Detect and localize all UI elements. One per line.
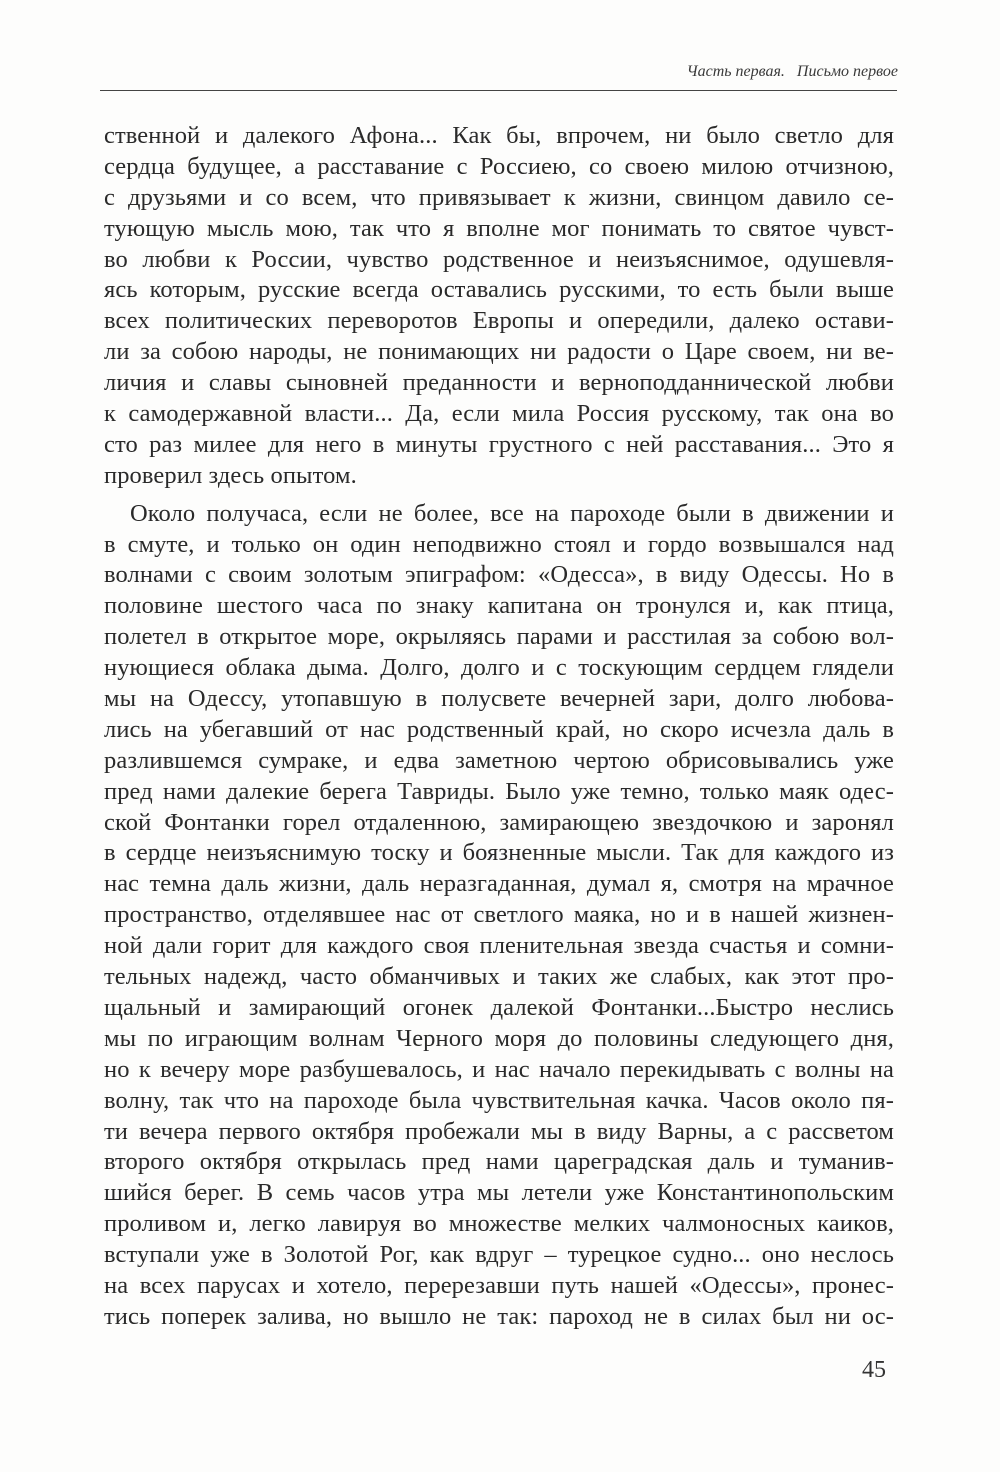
running-head-part: Часть первая.: [686, 63, 785, 80]
text-line: вступали уже в Золотой Рог, как вдруг – турецкое судно... оно неслось: [104, 1241, 894, 1269]
text-line: лись на убегавший от нас родственный край, но скоро исчезла даль в: [104, 715, 894, 743]
text-line: пространство, отделявшее нас от светлого маяка, но и в нашей жизнен-: [104, 901, 894, 929]
running-head-letter: Письмо первое: [796, 63, 898, 80]
body-text: [104, 121, 894, 1340]
text-line: нас темна даль жизни, даль неразгаданная, думал я, смотря на мрачное: [104, 870, 894, 898]
text-line: в сердце неизъяснимую тоску и боязненные мысли. Так для каждого из: [104, 839, 894, 867]
text-line: ли за собою народы, не понимающих ни радости о Царе своем, ни ве-: [104, 338, 894, 366]
text-line: волнами с своим золотым эпиграфом: «Одесса», в виду Одессы. Но в: [104, 561, 894, 589]
page-number: 45: [862, 1357, 886, 1383]
text-line: тись поперек залива, но вышло не так: пароход не в силах был ни ос-: [104, 1302, 894, 1330]
text-line: волну, так что на пароходе была чувствительная качка. Часов около пя-: [104, 1086, 894, 1114]
text-line: второго октября открылась пред нами цареградская даль и туманив-: [104, 1148, 894, 1176]
text-line: полетел в открытое море, окрыляясь парами и расстилая за собою вол-: [104, 623, 894, 651]
text-line: сто раз милее для него в минуты грустного с ней расставания... Это я: [104, 430, 894, 458]
text-line: в смуте, и только он один неподвижно стоял и гордо возвышался над: [104, 530, 894, 558]
running-head: [648, 63, 898, 81]
text-line: сердца будущее, а расставание с Россиею, со своею милою отчизною,: [104, 152, 894, 180]
text-line: пред нами далекие берега Тавриды. Было уже темно, только маяк одес-: [104, 777, 894, 805]
paragraph-2: [104, 499, 894, 1333]
text-line: мы по играющим волнам Черного моря до половины следующего дня,: [104, 1024, 894, 1052]
text-line: но к вечеру море разбушевалось, и нас начало перекидывать с волны на: [104, 1055, 894, 1083]
text-line: половине шестого часа по знаку капитана он тронулся и, как птица,: [104, 592, 894, 620]
text-line: во любви к России, чувство родственное и неизъяснимое, одушевля-: [104, 245, 894, 273]
text-line: тующую мысль мою, так что я вполне мог понимать то святое чувст-: [104, 214, 894, 242]
text-line: тельных надежд, часто обманчивых и таких же слабых, как этот про-: [104, 963, 894, 991]
text-line: ти вечера первого октября пробежали мы в виду Варны, а с рассветом: [104, 1117, 894, 1145]
header-rule: [100, 90, 897, 91]
text-line: к самодержавной власти... Да, если мила Россия русскому, так она во: [104, 400, 894, 428]
text-line: шийся берег. В семь часов утра мы летели уже Константинопольским: [104, 1179, 894, 1207]
text-line: проливом и, легко лавируя во множестве мелких чалмоносных каиков,: [104, 1210, 894, 1238]
text-line: щальный и замирающий огонек далекой Фонтанки...Быстро неслись: [104, 993, 894, 1021]
text-line: ясь которым, русские всегда оставались русскими, то есть были выше: [104, 276, 894, 304]
text-line: Около получаса, если не более, все на пароходе были в движении и: [130, 499, 894, 527]
text-line: нующиеся облака дыма. Долго, долго и с тоскующим сердцем глядели: [104, 654, 894, 682]
text-line: мы на Одессу, утопавшую в полусвете вечерней зари, долго любова-: [104, 685, 894, 713]
text-line: ственной и далекого Афона... Как бы, впрочем, ни было светло для: [104, 122, 894, 149]
text-line: проверил здесь опытом.: [104, 461, 357, 489]
text-line: ной дали горит для каждого своя пленительная звезда счастья и сомни-: [104, 932, 894, 960]
text-line: личия и славы сыновней преданности и верноподданнической любви: [104, 369, 894, 397]
text-line: ской Фонтанки горел отдаленною, замирающею звездочкою и заронял: [104, 808, 894, 836]
text-line: разлившемся сумраке, и едва заметною чертою обрисовывались уже: [104, 746, 894, 774]
text-line: на всех парусах и хотело, перерезавши путь нашей «Одессы», пронес-: [104, 1271, 894, 1299]
text-line: всех политических переворотов Европы и опередили, далеко остави-: [104, 307, 894, 335]
text-line: с друзьями и со всем, что привязывает к жизни, свинцом давило се-: [104, 183, 894, 211]
paragraph-1: [104, 121, 894, 492]
